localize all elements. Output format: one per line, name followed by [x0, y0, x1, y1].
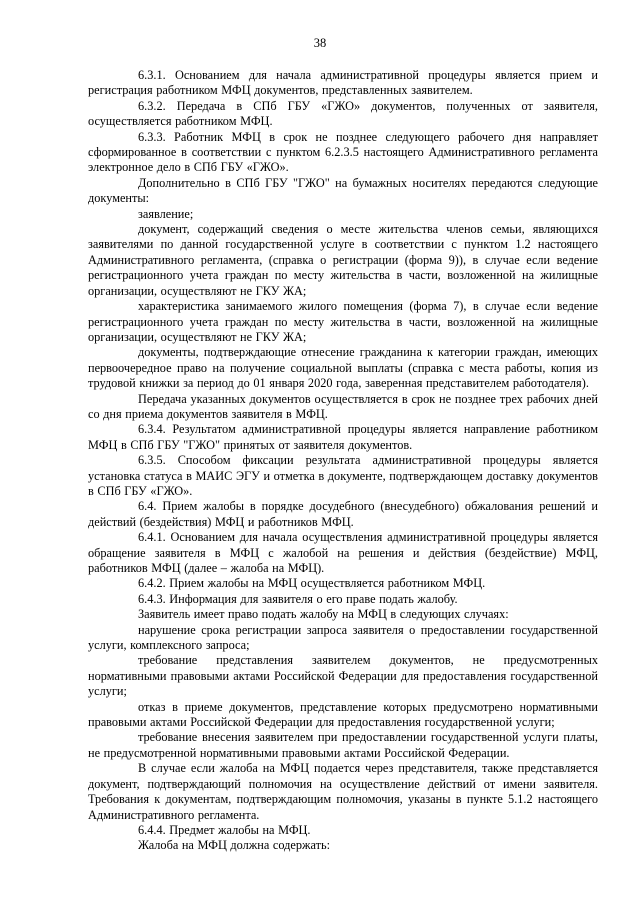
paragraph-representative: В случае если жалоба на МФЦ подается через представителя, также представляется документ, подтверждающий полномочия на осуществление действий от имени заявителя. Требования к документам, подтверждающим полномочия, указаны в пункте 5.1.2 настоящего Административного регламента.: [88, 761, 598, 822]
paragraph-transfer-deadline: Передача указанных документов осуществляется в срок не позднее трех рабочих дней со дня приема документов заявителя в МФЦ.: [88, 391, 598, 421]
paragraph-complaint-contents: Жалоба на МФЦ должна содержать:: [138, 838, 331, 853]
paragraph-complaint-cases: Заявитель имеет право подать жалобу на МФЦ в следующих случаях:: [138, 607, 509, 622]
paragraph-additional-documents: Дополнительно в СПб ГБУ "ГЖО" на бумажных носителях передаются следующие документы:: [88, 175, 598, 206]
paragraph-6-4-1: 6.4.1. Основанием для начала осуществления административной процедуры является обращение заявителя в МФЦ с жалобой на решения и действия (бездействие) МФЦ, работников МФЦ (далее – жалоба на МФЦ).: [88, 530, 598, 575]
list-item-extra-payment: требование внесения заявителем при предоставлении государственной услуги платы, не предусмотренной нормативными правовыми актами Российской Федерации.: [88, 730, 598, 760]
paragraph-6-4-2: 6.4.2. Прием жалобы на МФЦ осуществляется работником МФЦ.: [138, 576, 486, 591]
paragraph-6-3-2: 6.3.2. Передача в СПб ГБУ «ГЖО» документов, полученных от заявителя, осуществляется работником МФЦ.: [88, 98, 598, 129]
paragraph-6-4-4: 6.4.4. Предмет жалобы на МФЦ.: [138, 822, 311, 837]
list-item-registration-violation: нарушение срока регистрации запроса заявителя о предоставлении государственной услуги, комплексного запроса;: [88, 622, 598, 653]
list-item-residence-document: документ, содержащий сведения о месте жительства членов семьи, являющихся заявителями по данной государственной услуге в соответствии с пунктом 1.2 настоящего Административного регламента, (справка о регистрации (форма 9)), в случае если ведение регистрационного учета граждан по месту жительства в части, возложенной на жилищные организации, осуществляют не ГКУ ЖА;: [88, 222, 598, 298]
list-item-housing-characteristic: характеристика занимаемого жилого помещения (форма 7), в случае если ведение регистрационного учета граждан по месту жительства в части, возложенной на жилищные организации, осуществляют не ГКУ ЖА;: [88, 299, 598, 344]
list-item-extra-documents: требование представления заявителем документов, не предусмотренных нормативными правовыми актами Российской Федерации для предоставления государственной услуги;: [88, 653, 598, 699]
page-number: 38: [313, 36, 327, 50]
list-item-application: заявление;: [138, 206, 194, 221]
paragraph-6-3-4: 6.3.4. Результатом административной процедуры является направление работником МФЦ в СПб ГБУ "ГЖО" принятых от заявителя документов.: [88, 422, 598, 452]
list-item-refusal: отказ в приеме документов, представление которых предусмотрено нормативными правовыми актами Российской Федерации для предоставления государственной услуги;: [88, 699, 598, 730]
paragraph-6-3-3: 6.3.3. Работник МФЦ в срок не позднее следующего рабочего дня направляет сформированное в соответствии с пунктом 6.2.3.5 настоящего Административного регламента электронное дело в СПб ГБУ «ГЖО».: [88, 129, 598, 175]
paragraph-6-3-1: 6.3.1. Основанием для начала административной процедуры является прием и регистрация работником МФЦ документов, представленных заявителем.: [88, 68, 598, 98]
paragraph-6-3-5: 6.3.5. Способом фиксации результата административной процедуры является установка статуса в МАИС ЭГУ и отметка в документе, подтверждающем доставку документов в СПб ГБУ «ГЖО».: [88, 453, 598, 498]
paragraph-6-4-3: 6.4.3. Информация для заявителя о его праве подать жалобу.: [138, 591, 458, 606]
paragraph-6-4: 6.4. Прием жалобы в порядке досудебного (внесудебного) обжалования решений и действий (бездействия) МФЦ и работников МФЦ.: [88, 499, 598, 529]
document-body: [88, 68, 598, 854]
list-item-priority-documents: документы, подтверждающие отнесение гражданина к категории граждан, имеющих первоочередное право на получение социальной выплаты (справка с места работы, копия из трудовой книжки за период до 01 января 2020 года, заверенная представителем работодателя).: [88, 345, 598, 391]
